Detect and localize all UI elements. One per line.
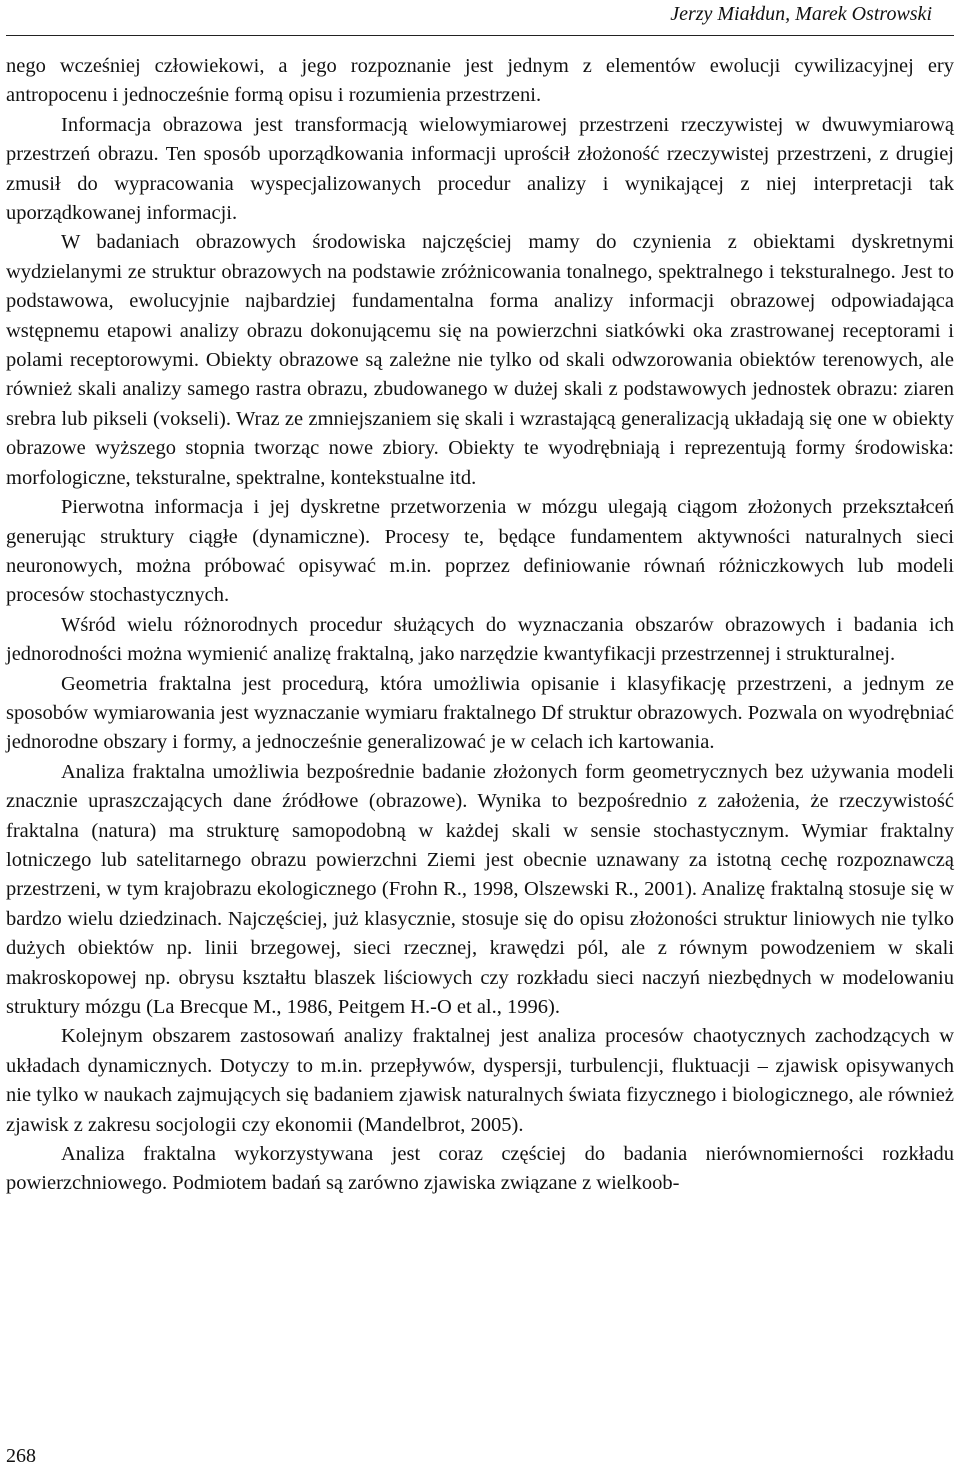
paragraph: Analiza fraktalna wykorzystywana jest coraz częściej do badania nierównomierności rozkładu powierzchniowego. Podmiotem badań są zarówno zjawiska związane z wielkoob- (6, 1143, 954, 1195)
running-head-authors: Jerzy Miałdun, Marek Ostrowski (670, 3, 932, 25)
paragraph-continued: nego wcześniej człowiekowi, a jego rozpoznanie jest jednym z elementów ewolucji cywilizacyjnej ery antropocenu i jednocześnie formą opisu i rozumienia przestrzeni. (6, 55, 954, 107)
header-rule (6, 35, 954, 36)
body-text (6, 52, 954, 1199)
paragraph: Geometria fraktalna jest procedurą, która umożliwia opisanie i klasyfikację przestrzeni, a jednym ze sposobów wymiarowania jest wyznaczanie wymiaru fraktalnego Df struktur obrazowych. Pozwala on wyodrębniać jednorodne obszary i formy, a jednocześnie generalizować je w celach ich kartowania. (6, 672, 954, 754)
page-number: 268 (6, 1445, 36, 1467)
paragraph: Informacja obrazowa jest transformacją wielowymiarowej przestrzeni rzeczywistej w dwuwymiarową przestrzeń obrazu. Ten sposób uporządkowania informacji uprościł złożoność rzeczywistej przestrzeni, z drugiej zmusił do wypracowania wyspecjalizowanych procedur analizy i wynikającej z niej interpretacji tak uporządkowanej informacji. (6, 113, 954, 225)
paragraph: Pierwotna informacja i jej dyskretne przetworzenia w mózgu ulegają ciągom złożonych przekształceń generując struktury ciągłe (dynamiczne). Procesy te, będące fundamentem aktywności naturalnych sieci neuronowych, można próbować opisywać m.in. poprzez definiowanie równań różniczkowych lub modeli procesów stochastycznych. (6, 496, 954, 607)
paragraph: Kolejnym obszarem zastosowań analizy fraktalnej jest analiza procesów chaotycznych zachodzących w układach dynamicznych. Dotyczy to m.in. przepływów, dyspersji, turbulencji, fluktuacji – zjawisk opisywanych nie tylko w naukach zajmujących się badaniem zjawisk naturalnych świata fizycznego i biologicznego, ale również zjawisk z zakresu socjologii czy ekonomii (Mandelbrot, 2005). (6, 1025, 954, 1136)
paragraph: Analiza fraktalna umożliwia bezpośrednie badanie złożonych form geometrycznych bez używania modeli znacznie upraszczających dane źródłowe (obrazowe). Wynika to bezpośrednio z założenia, że rzeczywistość fraktalna (natura) ma strukturę samopodobną w każdej skali w sensie stochastycznym. Wymiar fraktalny lotniczego lub satelitarnego obrazu powierzchni Ziemi jest obecnie uznawany za istotną cechę rozpoznawczą przestrzeni, w tym krajobrazu ekologicznego (Frohn R., 1998, Olszewski R., 2001). Analizę fraktalną stosuje się w bardzo wielu dziedzinach. Najczęściej, już klasycznie, stosuje się do opisu złożoności struktur liniowych nie tylko dużych obiektów np. linii brzegowej, sieci rzecznej, krawędzi pól, ale z równym powodzeniem w skali makroskopowej np. obrysu kształtu blaszek liściowych czy rozkładu sieci naczyń niezbędnych w modelowaniu struktury mózgu (La Brecque M., 1986, Peitgem H.-O et al., 1996). (6, 760, 954, 1018)
paragraph: Wśród wielu różnorodnych procedur służących do wyznaczania obszarów obrazowych i badania ich jednorodności można wymienić analizę fraktalną, jako narzędzie kwantyfikacji przestrzennej i strukturalnej. (6, 613, 954, 666)
paragraph: W badaniach obrazowych środowiska najczęściej mamy do czynienia z obiektami dyskretnymi wydzielanymi ze struktur obrazowych na podstawie zróżnicowania tonalnego, spektralnego i teksturalnego. Jest to podstawowa, ewolucyjnie najbardziej fundamentalna forma analizy informacji obrazowej odpowiadająca wstępnemu etapowi analizy obrazu dokonującemu się na powierzchni siatkówki oka zrastrowanej receptorami i polami receptorowymi. Obiekty obrazowe są zależne nie tylko od skali odwzorowania obiektów terenowych, ale również skali analizy samego rastra obrazu, zbudowanego w dużej skali z podstawowych jednostek obrazu: ziaren srebra lub pikseli (vokseli). Wraz ze zmniejszaniem się skali i wzrastającą generalizacją układają się one w obiekty obrazowe wyższego stopnia tworząc nowe zbiory. Obiekty te wyodrębniają i reprezentują formy środowiska: morfologiczne, teksturalne, spektralne, kontekstualne itd. (6, 231, 954, 489)
